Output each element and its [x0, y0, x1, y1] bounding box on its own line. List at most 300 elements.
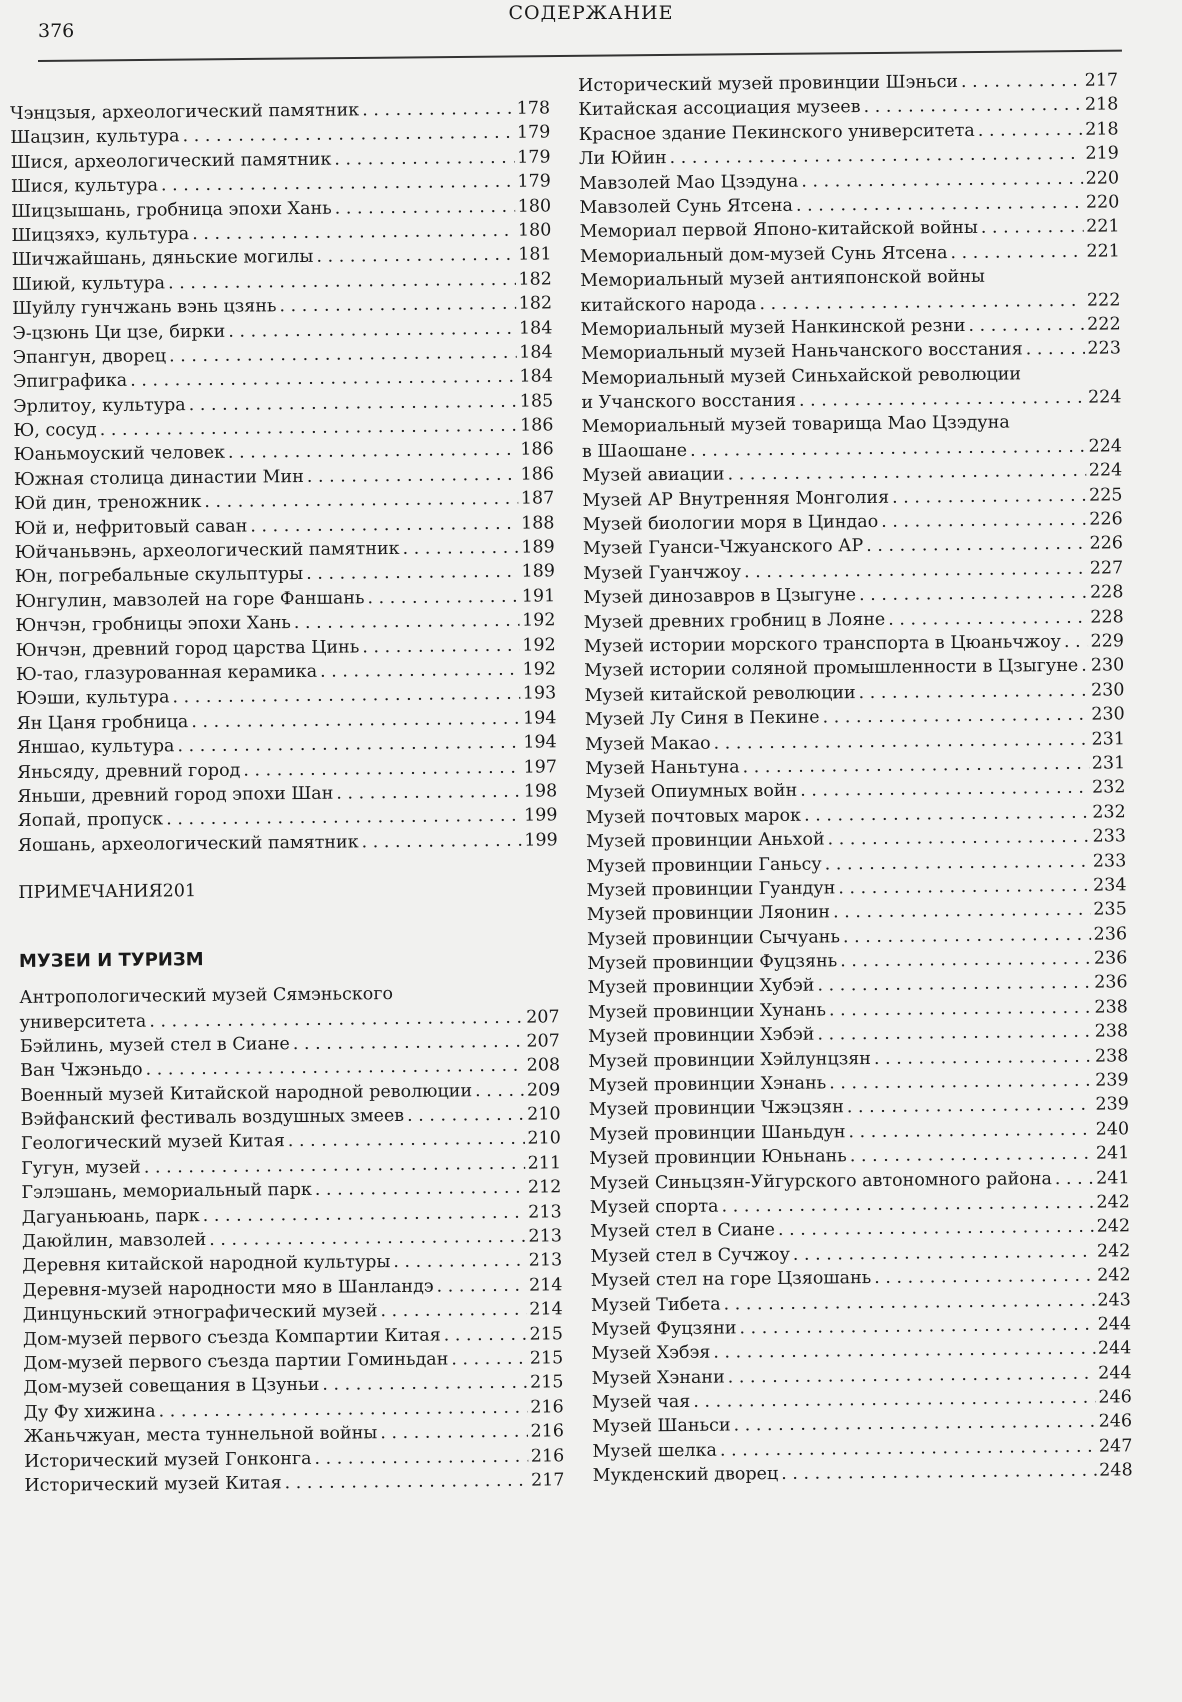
toc-entry-page: 222	[1084, 288, 1121, 313]
toc-entry-title: Музей Тибета	[591, 1292, 724, 1318]
toc-entry-title: Музей стел в Сучжоу	[590, 1243, 793, 1270]
toc-entry-page: 232	[1089, 776, 1126, 801]
toc-entry-page: 194	[520, 730, 557, 755]
toc-entry-page: 216	[527, 1395, 564, 1420]
toc-entry-title: Красное здание Пекинского университета	[579, 119, 978, 148]
leader-dots	[306, 560, 519, 587]
toc-entry-title: Эпиграфика	[13, 369, 131, 395]
leader-dots	[744, 557, 1087, 585]
toc-entry-page: 186	[517, 413, 554, 438]
toc-entry-title: Музей спорта	[590, 1195, 722, 1221]
toc-entry-page: 231	[1088, 727, 1125, 752]
leader-dots	[307, 463, 518, 490]
toc-entry-page: 192	[519, 633, 556, 658]
toc-entry-page: 182	[515, 267, 552, 292]
toc-entry-title: Мемориальный музей Наньчанского восстания	[581, 338, 1026, 367]
toc-entry-title: Мукденский дворец	[593, 1462, 782, 1488]
toc-entry-page: 235	[1090, 898, 1127, 923]
toc-entry-title: Шися, культура	[11, 174, 161, 200]
toc-entry	[19, 980, 559, 1034]
leader-dots	[829, 1069, 1092, 1096]
toc-entry-title: Музей Шаньси	[592, 1414, 734, 1440]
toc-entry	[582, 410, 1122, 464]
leader-dots	[801, 166, 1083, 193]
leader-dots	[800, 776, 1089, 803]
leader-dots	[833, 898, 1091, 925]
toc-entry-page: 198	[521, 779, 558, 804]
toc-entry-page: 236	[1091, 922, 1128, 947]
leader-dots	[336, 780, 521, 806]
toc-entry-page: 242	[1093, 1190, 1130, 1215]
leader-dots	[203, 1200, 526, 1228]
toc-entry-page: 224	[1085, 385, 1122, 410]
leader-dots	[888, 605, 1087, 631]
toc-entry-page: 219	[1082, 142, 1119, 167]
leader-dots	[827, 825, 1089, 852]
toc-entry-title: Гугун, музей	[21, 1156, 144, 1182]
toc-entry-page: 207	[523, 1005, 560, 1030]
leader-dots	[848, 1117, 1092, 1144]
toc-entry-page: 226	[1086, 507, 1123, 532]
leader-dots	[177, 731, 520, 759]
leader-dots	[182, 121, 514, 149]
toc-entry-title: Музей провинции Сычуань	[587, 925, 843, 952]
toc-entry-title-cont: в Шаошане	[582, 439, 690, 465]
toc-entry-title: Исторический музей Китая	[24, 1471, 284, 1498]
toc-entry-title: Музей провинции Хэбэй	[588, 1023, 818, 1050]
leader-dots	[829, 996, 1092, 1023]
toc-entry-title: Мемориал первой Японо-китайской войны	[580, 216, 981, 245]
notes-title: ПРИМЕЧАНИЯ	[18, 879, 163, 907]
toc-entry-page: 232	[1089, 800, 1126, 825]
toc-entry-page: 213	[525, 1200, 562, 1225]
leader-dots	[293, 1030, 524, 1057]
toc-entry-page: 239	[1092, 1068, 1129, 1093]
toc-entry-title: Музей провинции Гуандун	[586, 876, 838, 903]
leader-dots	[978, 118, 1083, 143]
toc-entry-page: 236	[1091, 971, 1128, 996]
toc-group	[582, 459, 1133, 1489]
toc-entry-page: 210	[524, 1102, 561, 1127]
toc-entry-title: Шицзышань, гробница эпохи Хань	[11, 196, 335, 224]
toc-entry-page: 230	[1088, 702, 1125, 727]
leader-dots	[168, 267, 516, 295]
toc-entry-page: 210	[524, 1127, 561, 1152]
toc-entry-title: Шися, археологический памятник	[11, 147, 335, 175]
toc-entry-page: 226	[1086, 532, 1123, 557]
toc-entry-title: Мемориальный музей Синьхайской революции	[581, 361, 1121, 391]
toc-entry-title: Бэйлинь, музей стел в Сиане	[20, 1032, 293, 1059]
toc-group	[20, 1029, 565, 1498]
toc-entry-page: 211	[525, 1151, 562, 1176]
toc-entry-page: 189	[518, 535, 555, 560]
toc-entry-page: 179	[514, 121, 551, 146]
toc-entry	[580, 263, 1120, 317]
leader-dots	[799, 386, 1085, 413]
toc-entry-title: Музей провинции Чжэцзян	[589, 1096, 847, 1123]
toc-entry-page: 214	[526, 1297, 563, 1322]
leader-dots	[866, 532, 1087, 559]
leader-dots	[843, 922, 1091, 949]
leader-dots	[838, 874, 1090, 901]
right-column	[578, 68, 1135, 1674]
toc-entry-title: Эпангун, дворец	[13, 344, 170, 370]
toc-entry-page: 179	[514, 145, 551, 170]
toc-entry-page: 187	[518, 487, 555, 512]
toc-entry-page: 225	[1086, 483, 1123, 508]
toc-entry-title: Южная столица династии Мин	[14, 465, 307, 492]
toc-entry-page: 218	[1082, 93, 1119, 118]
leader-dots	[362, 633, 519, 659]
leader-dots	[1055, 1166, 1094, 1191]
leader-dots	[968, 313, 1084, 339]
toc-entry-title: Музей Хэбэя	[591, 1341, 713, 1367]
toc-entry-page: 248	[1096, 1459, 1133, 1484]
toc-entry-page: 184	[516, 365, 553, 390]
toc-entry-page: 229	[1087, 629, 1124, 654]
leader-dots	[161, 170, 515, 198]
toc-entry-page: 228	[1087, 605, 1124, 630]
leader-dots	[315, 1176, 525, 1203]
leader-dots	[362, 97, 514, 123]
leader-dots	[228, 316, 516, 343]
toc-entry-page: 216	[528, 1444, 565, 1469]
toc-entry-page: 214	[526, 1273, 563, 1298]
toc-entry-title: Шиюй, культура	[12, 271, 168, 297]
leader-dots	[316, 243, 515, 269]
toc-entry-title: Ду Фу хижина	[24, 1399, 159, 1425]
header-rule	[38, 50, 1122, 62]
leader-dots	[169, 341, 516, 369]
leader-dots	[892, 483, 1086, 509]
toc-entry-page: 220	[1083, 190, 1120, 215]
toc-entry-title: Мемориальный музей товарища Мао Цзэдуна	[582, 410, 1122, 440]
toc-entry-page: 238	[1092, 1044, 1129, 1069]
toc-entry	[593, 1459, 1133, 1489]
toc-entry-page: 216	[527, 1419, 564, 1444]
toc-entry-page: 178	[514, 96, 551, 121]
toc-entry-page: 224	[1086, 459, 1123, 484]
leader-dots	[847, 1093, 1093, 1120]
toc-entry-title: Юн, погребальные скульптуры	[15, 562, 306, 589]
toc-entry-title: Юнгулин, мавзолей на горе Фаншань	[15, 586, 368, 614]
toc-entry-title: Музей Хэнани	[592, 1365, 728, 1391]
toc-entry-page: 239	[1092, 1093, 1129, 1118]
leader-dots	[284, 1469, 528, 1496]
leader-dots	[279, 292, 515, 319]
toc-entry-title: Шицзяхэ, культура	[11, 222, 192, 248]
toc-entry-page: 208	[524, 1054, 561, 1079]
toc-entry-title: Даюйлин, мавзолей	[22, 1228, 209, 1254]
leader-dots	[475, 1078, 524, 1103]
toc-entry-page: 199	[521, 828, 558, 853]
toc-entry-title: Яньши, древний город эпохи Шан	[17, 782, 336, 810]
leader-dots	[863, 93, 1082, 120]
leader-dots	[380, 1420, 528, 1446]
toc-entry-page: 184	[516, 340, 553, 365]
toc-entry-page: 233	[1090, 849, 1127, 874]
toc-entry-page: 181	[515, 243, 552, 268]
toc-entry-title: Музей провинции Хубэй	[587, 974, 817, 1001]
toc-entry-title: Дом-музей первого съезда Компартии Китая	[23, 1323, 444, 1352]
leader-dots	[172, 682, 520, 710]
leader-dots	[1064, 630, 1088, 655]
toc-entry-title: Музей почтовых марок	[586, 803, 805, 830]
leader-dots	[759, 288, 1084, 316]
toc-entry-title: Юй дин, треножник	[14, 490, 204, 516]
toc-entry-title: Юнчэн, гробницы эпохи Хань	[15, 611, 294, 638]
leader-dots	[817, 971, 1091, 998]
leader-dots	[288, 1127, 525, 1154]
toc-entry	[24, 1468, 564, 1498]
leader-dots	[961, 69, 1082, 95]
leader-dots	[204, 487, 518, 515]
leader-dots	[192, 219, 515, 247]
toc-entry-page: 186	[517, 438, 554, 463]
toc-entry-title: Музей Синьцзян-Уйгурского автономного района	[589, 1167, 1054, 1196]
toc-entry-page: 209	[524, 1078, 561, 1103]
toc-entry-page: 192	[519, 657, 556, 682]
toc-entry-page: 241	[1093, 1141, 1130, 1166]
toc-entry-title: Музей истории соляной промышленности в Цзыгуне	[584, 654, 1081, 684]
leader-dots	[334, 146, 514, 172]
toc-entry-page: 179	[514, 170, 551, 195]
toc-entry-title: Эрлитоу, культура	[13, 393, 189, 419]
leader-dots	[294, 609, 519, 636]
toc-entry-title: Дагуаньюань, парк	[22, 1204, 203, 1230]
toc-entry-page: 238	[1092, 1020, 1129, 1045]
toc-entry-page: 244	[1095, 1312, 1132, 1337]
notes-page: 201	[163, 878, 197, 904]
toc-entry-page: 240	[1093, 1117, 1130, 1142]
toc-entry-page: 217	[528, 1468, 565, 1493]
toc-entry-title: Музей Лу Синя в Пекине	[585, 706, 823, 733]
toc-entry-title: Ван Чжэньдо	[20, 1058, 146, 1084]
toc-entry-page: 218	[1082, 117, 1119, 142]
leader-dots	[191, 706, 520, 734]
leader-dots	[778, 1215, 1094, 1243]
leader-dots	[742, 752, 1089, 780]
toc-group	[10, 96, 558, 858]
leader-dots	[825, 849, 1090, 876]
leader-dots	[840, 947, 1091, 974]
toc-entry-title-cont: университета	[20, 1009, 150, 1035]
leader-dots	[874, 1044, 1092, 1071]
leader-dots	[407, 1103, 524, 1129]
leader-dots	[793, 1239, 1094, 1267]
leader-dots	[209, 1225, 526, 1253]
toc-entry-title: Музей провинции Хэнань	[588, 1071, 829, 1098]
toc-entry-title: Юаньмоуский человек	[14, 441, 229, 468]
leader-dots	[393, 1249, 526, 1275]
toc-entry-title: Исторический музей Гонконга	[24, 1446, 315, 1473]
toc-entry-page: 227	[1087, 556, 1124, 581]
toc-entry-title: Музей Гуанчжоу	[583, 560, 744, 586]
running-head: СОДЕРЖАНИЕ	[0, 2, 1182, 24]
leader-dots	[451, 1347, 527, 1372]
toc-entry-title-cont: китайского народа	[580, 292, 759, 318]
toc-entry-page: 192	[519, 609, 556, 634]
toc-entry-page: 191	[519, 584, 556, 609]
toc-entry-page: 186	[517, 462, 554, 487]
leader-dots	[250, 511, 518, 538]
toc-entry-page: 222	[1084, 312, 1121, 337]
toc-entry-page: 217	[1082, 68, 1119, 93]
toc-entry-title: Ли Юйин	[579, 146, 670, 171]
toc-entry-title: Дом-музей совещания в Цзуньи	[23, 1373, 322, 1401]
toc-entry-page: 221	[1083, 215, 1120, 240]
toc-entry-page: 244	[1095, 1337, 1132, 1362]
toc-entry-page: 244	[1095, 1361, 1132, 1386]
toc-entry-page: 233	[1089, 824, 1126, 849]
toc-entry-page: 242	[1094, 1239, 1131, 1264]
toc-entry-title: Э-цзюнь Ци цзе, бирки	[12, 319, 228, 346]
toc-entry-page: 247	[1096, 1434, 1133, 1459]
toc-entry-page: 212	[525, 1176, 562, 1201]
toc-entry-title: Мемориальный дом-музей Сунь Ятсена	[580, 241, 951, 269]
toc-entry-title: Дом-музей первого съезда партии Гоминьдан	[23, 1347, 451, 1376]
leader-dots	[444, 1322, 527, 1347]
toc-entry-title: Музей китайской революции	[584, 681, 858, 708]
leader-dots	[733, 1410, 1095, 1438]
toc-entry-title: Музей чая	[592, 1390, 694, 1415]
toc-entry-title: Динцуньский этнографический музей	[23, 1299, 381, 1327]
toc-entry-page: 207	[523, 1029, 560, 1054]
toc-entry-title: Музей провинции Ганьсу	[586, 852, 825, 879]
leader-dots	[858, 678, 1088, 705]
leader-dots	[189, 389, 517, 417]
toc-entry-title: Музей биологии моря в Циндао	[583, 510, 882, 538]
toc-entry-title: Музей АР Внутренняя Монголия	[582, 485, 892, 513]
toc-entry-title: Музей Наньтуна	[585, 755, 743, 781]
toc-entry-title: Музей Фуцзяни	[591, 1316, 740, 1342]
toc-entry-page: 193	[520, 682, 557, 707]
toc-entry-page: 236	[1091, 946, 1128, 971]
toc-entry-page: 242	[1094, 1215, 1131, 1240]
leader-dots	[314, 1444, 528, 1471]
leader-dots	[822, 703, 1088, 730]
toc-entry-title-cont: и Учанского восстания	[581, 389, 799, 416]
toc-entry-title: Шацзин, культура	[10, 125, 182, 151]
toc-entry-title: Шуйлу гунчжань вэнь цзянь	[12, 294, 280, 321]
leader-dots	[335, 194, 515, 220]
toc-entry-title: Яньсяду, древний город	[17, 758, 244, 785]
leader-dots	[361, 828, 521, 854]
toc-entry-title: Гэлэшань, мемориальный парк	[21, 1178, 315, 1205]
leader-dots	[739, 1313, 1094, 1341]
leader-dots	[243, 755, 521, 782]
toc-entry-page: 213	[526, 1249, 563, 1274]
leader-dots	[981, 215, 1084, 240]
leader-dots	[804, 800, 1090, 827]
toc-entry-page: 241	[1093, 1166, 1130, 1191]
toc-entry-title: Юэши, культура	[16, 686, 172, 712]
toc-entry-page: 180	[515, 218, 552, 243]
toc-entry-title: Музей провинции Аньхой	[586, 828, 828, 855]
toc-entry-title: Мавзолей Мао Цзэдуна	[579, 169, 801, 196]
toc-entry-title: Ю, сосуд	[13, 418, 99, 443]
leader-dots	[1026, 337, 1085, 362]
toc-entry-title: Музей стел на горе Цзяошань	[591, 1266, 875, 1293]
toc-entry-title: Музей провинции Шаньдун	[589, 1120, 849, 1147]
toc-entry-title: Музей провинции Фуцзянь	[587, 949, 840, 976]
toc-entry-page: 220	[1083, 166, 1120, 191]
section-title: МУЗЕИ И ТУРИЗМ	[19, 932, 559, 986]
toc-entry-page: 188	[518, 511, 555, 536]
toc-entry-title: Геологический музей Китая	[21, 1130, 288, 1157]
toc-entry-page: 238	[1091, 995, 1128, 1020]
leader-dots	[367, 585, 519, 611]
leader-dots	[437, 1273, 527, 1298]
toc-entry-page: 246	[1096, 1410, 1133, 1435]
page-number: 376	[38, 20, 74, 42]
toc-entry-title: Музей древних гробниц в Лояне	[584, 607, 889, 635]
toc-entry-page: 223	[1084, 337, 1121, 362]
toc-entry-page: 180	[515, 194, 552, 219]
toc-entry-page: 215	[527, 1371, 564, 1396]
leader-dots	[320, 658, 520, 684]
toc-entry-title: Музей динозавров в Цзыгуне	[583, 583, 859, 610]
leader-dots	[228, 438, 518, 465]
toc-entry-title: Чэнцзыя, археологический памятник	[10, 98, 362, 126]
leader-dots	[874, 1264, 1094, 1291]
toc-entry-title: Мемориальный музей Нанкинской резни	[581, 314, 969, 342]
toc-entry-page: 230	[1088, 678, 1125, 703]
leader-dots	[859, 581, 1087, 608]
toc-entry-title: Деревня китайской народной культуры	[22, 1250, 393, 1278]
toc-entry-page: 197	[520, 755, 557, 780]
leader-dots	[166, 804, 521, 832]
toc-entry-title: Вэйфанский фестиваль воздушных змеев	[21, 1104, 408, 1132]
toc-entry-title: Китайская ассоциация музеев	[578, 95, 863, 122]
leader-dots	[322, 1371, 527, 1398]
toc-entry-title: Ян Цаня гробница	[16, 710, 191, 736]
toc-entry-page: 230	[1088, 654, 1125, 679]
toc-entry-page: 185	[517, 389, 554, 414]
toc-entry-title: Мавзолей Сунь Ятсена	[579, 194, 796, 221]
toc-entry-page: 231	[1089, 751, 1126, 776]
toc-entry-page: 184	[516, 316, 553, 341]
toc-entry-page: 194	[520, 706, 557, 731]
toc-entry-title: Музей авиации	[582, 463, 728, 489]
leader-dots	[380, 1298, 526, 1324]
toc-entry	[581, 361, 1121, 415]
toc-entry-page: 224	[1085, 434, 1122, 459]
toc-entry-page: 221	[1083, 239, 1120, 264]
toc-entry-title: Музей истории морского транспорта в Цюаньчжоу	[584, 630, 1064, 659]
toc-entry-page: 242	[1094, 1263, 1131, 1288]
toc-entry-title: Музей шелка	[592, 1438, 720, 1464]
toc-entry-title: Жаньчжуан, места туннельной войны	[24, 1421, 381, 1449]
toc-entry-title: Музей Макао	[585, 731, 714, 757]
leader-dots	[727, 459, 1086, 487]
toc-entry-title: Деревня-музей народности мяо в Шанландэ	[22, 1274, 436, 1303]
toc-entry-title: Музей провинции Хунань	[588, 998, 829, 1025]
leader-dots	[781, 1459, 1096, 1487]
toc-entry-page: 228	[1087, 581, 1124, 606]
toc-entry-title: Шичжайшань, дяньские могилы	[12, 245, 317, 273]
toc-group	[581, 312, 1121, 366]
toc-entry-title: Музей провинции Юньнань	[589, 1144, 850, 1171]
toc-entry-title: Яопай, пропуск	[17, 808, 166, 834]
left-column	[10, 96, 567, 1702]
toc-entry-title: Юйчаньвэнь, археологический памятник	[15, 537, 403, 565]
leader-dots	[402, 536, 518, 562]
toc-entry-title: Исторический музей провинции Шэньси	[578, 70, 961, 98]
toc-entry-title: Юнчэн, древний город царства Цинь	[16, 635, 363, 663]
toc-entry-page: 215	[526, 1322, 563, 1347]
toc-entry-title: Музей стел в Сиане	[590, 1218, 778, 1244]
